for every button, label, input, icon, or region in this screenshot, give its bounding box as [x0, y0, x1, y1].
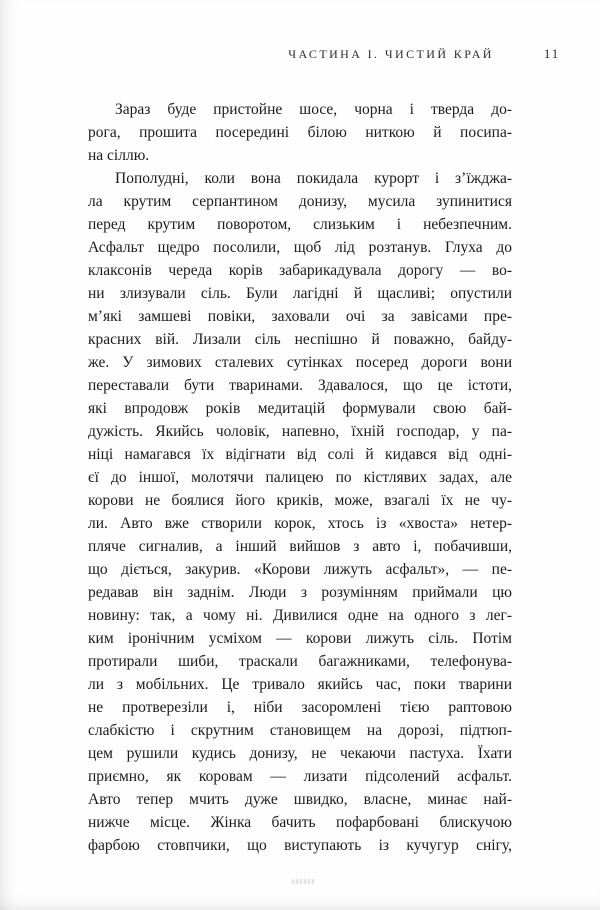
text-line: на сіллю.: [88, 147, 150, 164]
text-line: слабкістю і скрутним становищем на дорозі, підтюп-: [88, 722, 512, 739]
text-line: єї до іншої, молотячи палицею по кістлявих задах, але: [88, 469, 512, 486]
text-line: фарбою стовпчики, що виступають із кучугур снігу,: [88, 837, 512, 854]
text-line: красних вій. Лизали сіль неспішно й поважно, байду-: [88, 331, 512, 348]
text-line: ніці намагався їх відігнати від солі й кидався від одні-: [88, 446, 512, 463]
text-line: переставали бути тваринами. Здавалося, що це істоти,: [88, 377, 512, 394]
text-line: Авто тепер мчить дуже швидко, власне, минає най-: [88, 791, 512, 808]
text-line: не протверезіли і, ніби засоромлені тією раптовою: [88, 699, 512, 716]
text-line: м’які замшеві повіки, заховали очі за завісами пре-: [88, 308, 512, 325]
text-line: Зараз буде пристойне шосе, чорна і тверда до-: [115, 101, 512, 118]
text-line: дужість. Якийсь чоловік, напевно, їхній господар, у па-: [88, 423, 512, 440]
text-line: ли. Авто вже створили корок, хтось із «хвоста» нетер-: [88, 515, 512, 532]
running-header: [88, 46, 560, 62]
text-line: ла крутим серпантином донизу, мусила зупинитися: [88, 193, 512, 210]
chapter-running-head: ЧАСТИНА І. ЧИСТИЙ КРАЙ: [288, 47, 494, 61]
text-line: приємно, як коровам — лизати підсолений асфальт.: [88, 768, 512, 785]
text-line: редавав він заднім. Люди з розумінням приймали цю: [88, 584, 512, 601]
text-line: рога, прошита посередині білою ниткою й посипа-: [88, 124, 512, 141]
text-line: же. У зимових сталевих сутінках посеред дороги вони: [88, 354, 512, 371]
text-line: ким іронічним усміхом — корови лижуть сіль. Потім: [88, 630, 512, 647]
paragraph: [88, 98, 512, 167]
text-line: Пополудні, коли вона покидала курорт і з’їжджа-: [115, 170, 512, 187]
text-line: ни злизували сіль. Були лагідні й щасливі; опустили: [88, 285, 512, 302]
text-line: які впродовж років медитацій формували свою бай-: [88, 400, 512, 417]
print-artifact: [292, 879, 314, 884]
text-line: ли з мобільних. Це тривало якийсь час, поки тварини: [88, 676, 512, 693]
text-line: що діється, закурив. «Корови лижуть асфальт», — пе-: [88, 561, 512, 578]
text-line: Асфальт щедро посолили, щоб лід розтанув. Глуха до: [88, 239, 512, 256]
text-line: протирали шиби, траскали багажниками, телефонува-: [88, 653, 512, 670]
text-line: нижче місце. Жінка бачить пофарбовані блискучою: [88, 814, 512, 831]
page-number: 11: [543, 46, 560, 61]
text-line: клаксонів череда корів забарикадувала дорогу — во-: [88, 262, 512, 279]
text-line: корови не боялися його криків, може, взагалі їх не чу-: [88, 492, 512, 509]
text-line: пляче сигналив, а інший вийшов з авто і, побачивши,: [88, 538, 512, 555]
text-block: [88, 98, 512, 857]
paragraph: [88, 167, 512, 857]
text-line: перед крутим поворотом, слизьким і небезпечним.: [88, 216, 512, 233]
text-line: цем рушили кудись донизу, не чекаючи пастуха. Їхати: [88, 745, 512, 762]
text-line: новину: так, а чому ні. Дивилися одне на одного з лег-: [88, 607, 512, 624]
